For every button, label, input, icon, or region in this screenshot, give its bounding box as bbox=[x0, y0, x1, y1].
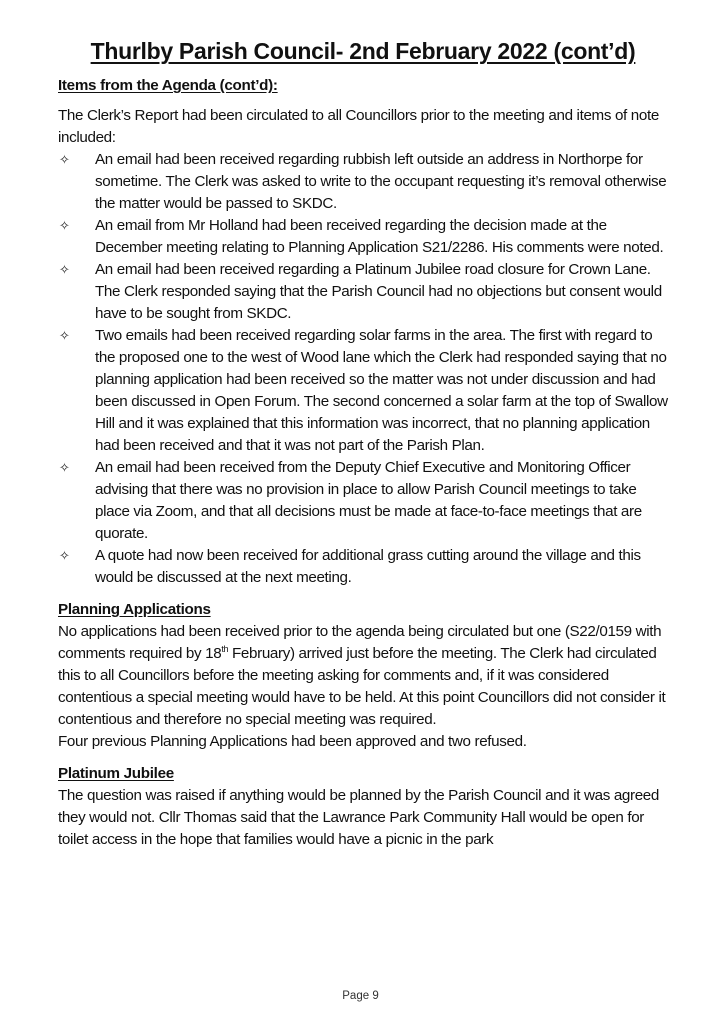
four-point-star-icon: ✧ bbox=[59, 328, 70, 343]
four-point-star-icon: ✧ bbox=[59, 460, 70, 475]
planning-paragraph bbox=[58, 621, 668, 731]
page-number: Page 9 bbox=[342, 990, 379, 1002]
four-point-star-icon: ✧ bbox=[59, 548, 70, 563]
list-item bbox=[58, 457, 668, 545]
spacer bbox=[58, 97, 668, 105]
list-item-text: An email had been received regarding a Platinum Jubilee road closure for Crown Lane. The Clerk responded saying that the Parish Council had no objections but consent would have to be sought from SKDC. bbox=[95, 261, 662, 322]
planning-summary: Four previous Planning Applications had been approved and two refused. bbox=[58, 733, 527, 750]
planning-text-a: No applications had been received prior to the agenda being circulated but one (S22/0159 with comments required by 18 bbox=[58, 623, 662, 662]
list-item bbox=[58, 215, 668, 259]
jubilee-paragraph: The question was raised if anything would be planned by the Parish Council and it was agreed they would not. Cllr Thomas said that the Lawrance Park Community Hall would be open for toilet access in the hope that families would have a picnic in the park bbox=[58, 787, 660, 848]
section-heading-jubilee: Platinum Jubilee bbox=[58, 765, 174, 782]
four-point-star-icon: ✧ bbox=[59, 218, 70, 233]
list-item bbox=[58, 149, 668, 215]
document-page bbox=[58, 38, 668, 851]
list-item-text: An email had been received from the Deputy Chief Executive and Monitoring Officer advising that there was no provision in place to allow Parish Council meetings to take place via Zoom, and that all decisions must be made at face-to-face meetings that are quorate. bbox=[95, 459, 642, 542]
page-title: Thurlby Parish Council- 2nd February 2022 (cont’d) bbox=[90, 38, 636, 64]
list-item bbox=[58, 325, 668, 457]
planning-text-b: February) arrived just before the meeting. The Clerk had circulated this to all Councillors before the meeting asking for comments and, if it was considered contentious a special meeting would have to be held. At this point Councillors did not consider it contentious and therefore no special meeting was required. bbox=[58, 645, 666, 728]
four-point-star-icon: ✧ bbox=[59, 152, 70, 167]
spacer bbox=[58, 589, 668, 599]
section-heading-agenda: Items from the Agenda (cont’d): bbox=[58, 77, 278, 94]
list-item-text: A quote had now been received for additional grass cutting around the village and this would be discussed at the next meeting. bbox=[95, 547, 641, 586]
list-item bbox=[58, 259, 668, 325]
spacer bbox=[58, 753, 668, 763]
clerk-report-list bbox=[58, 149, 668, 589]
list-item-text: An email had been received regarding rubbish left outside an address in Northorpe for sometime. The Clerk was asked to write to the occupant requesting it’s removal otherwise the matter would be passed to SKDC. bbox=[95, 151, 667, 212]
list-item-text: Two emails had been received regarding solar farms in the area. The first with regard to the proposed one to the west of Wood lane which the Clerk had responded saying that no planning application had been received so the matter was not under discussion and had been discussed in Open Forum. The second concerned a solar farm at the top of Swallow Hill and it was explained that this information was incorrect, that no planning application had been received and that it was not part of the Parish Plan. bbox=[95, 327, 668, 454]
agenda-intro: The Clerk’s Report had been circulated to all Councillors prior to the meeting and items of note included: bbox=[58, 107, 659, 146]
list-item-text: An email from Mr Holland had been received regarding the decision made at the December meeting relating to Planning Application S21/2286. His comments were noted. bbox=[95, 217, 664, 256]
section-heading-planning: Planning Applications bbox=[58, 601, 211, 618]
four-point-star-icon: ✧ bbox=[59, 262, 70, 277]
ordinal-suffix: th bbox=[221, 643, 229, 654]
list-item bbox=[58, 545, 668, 589]
